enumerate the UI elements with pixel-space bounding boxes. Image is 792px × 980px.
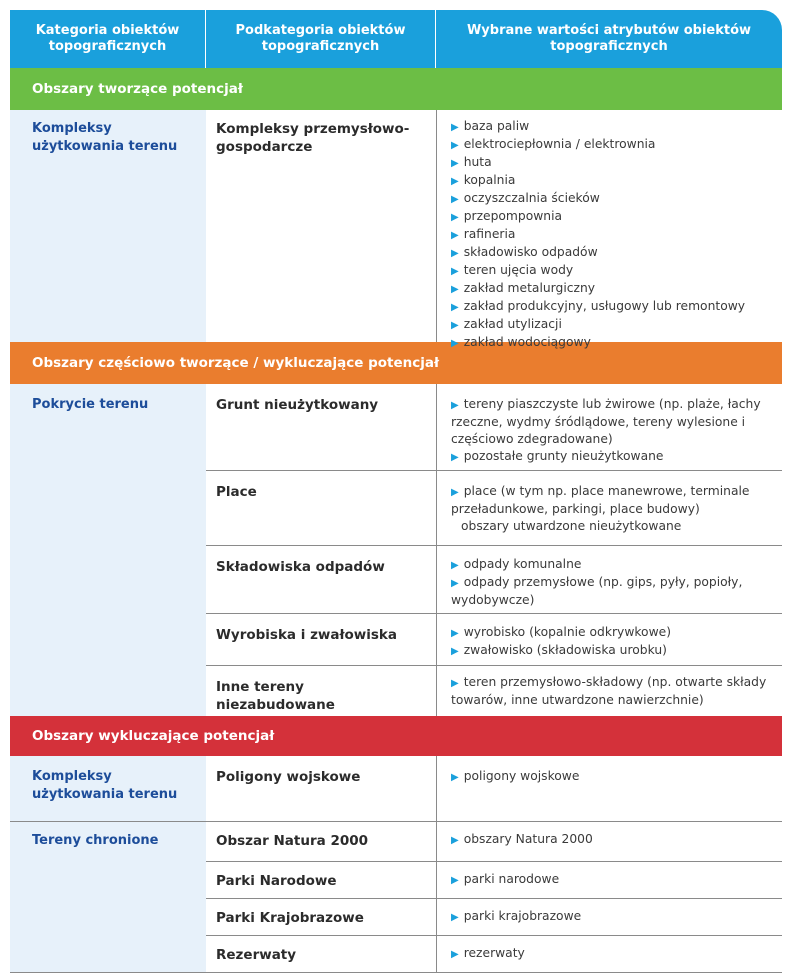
category-group xyxy=(10,822,782,972)
values-cell xyxy=(437,666,782,716)
bullet-arrow-icon: ▶ xyxy=(451,194,459,205)
list-item: ▶ składowisko odpadów xyxy=(451,245,598,259)
topographic-objects-table xyxy=(10,10,782,973)
table-row xyxy=(206,822,782,862)
list-item: ▶ parki krajobrazowe xyxy=(451,909,582,923)
bullet-arrow-icon: ▶ xyxy=(451,266,459,277)
header-attribute-values: Wybrane wartości atrybutów obiektów topograficznych xyxy=(466,23,752,54)
bullet-arrow-icon: ▶ xyxy=(451,400,459,411)
bullet-arrow-icon: ▶ xyxy=(451,875,459,886)
bullet-arrow-icon: ▶ xyxy=(451,452,459,463)
subcategory-cell: Obszar Natura 2000 xyxy=(206,822,437,861)
bullet-arrow-icon: ▶ xyxy=(451,122,459,133)
category-cell: Kompleksy użytkowania terenu xyxy=(32,121,178,154)
table-row xyxy=(206,899,782,936)
subcategory-cell: Parki Narodowe xyxy=(206,862,437,898)
list-item: ▶ odpady przemysłowe (np. gips, pyły, popioły, wydobywcze) xyxy=(451,575,743,607)
bullet-arrow-icon: ▶ xyxy=(451,284,459,295)
bullet-arrow-icon: ▶ xyxy=(451,678,459,689)
category-group xyxy=(10,384,782,716)
list-item: ▶ zakład metalurgiczny xyxy=(451,281,596,295)
table-row xyxy=(206,936,782,972)
table-row xyxy=(206,546,782,614)
list-item: ▶ rafineria xyxy=(451,227,516,241)
list-item: ▶ tereny piaszczyste lub żwirowe (np. plaże, łachy rzeczne, wydmy śródlądowe, tereny wylesione i częściowo zdegradowane) xyxy=(451,397,761,446)
bullet-arrow-icon: ▶ xyxy=(451,487,459,498)
values-cell xyxy=(437,384,782,470)
list-item: ▶ baza paliw xyxy=(451,119,530,133)
table-row xyxy=(206,471,782,546)
bullet-arrow-icon: ▶ xyxy=(451,912,459,923)
values-cell xyxy=(437,899,782,935)
header-category: Kategoria obiektów topograficznych xyxy=(10,10,206,68)
bullet-arrow-icon: ▶ xyxy=(451,338,459,349)
list-item: ▶ teren przemysłowo-składowy (np. otwarte składy towarów, inne utwardzone nawierzchnie) xyxy=(451,675,767,707)
section-band-partial: Obszary częściowo tworzące / wykluczające potencjał xyxy=(10,342,782,384)
bullet-arrow-icon: ▶ xyxy=(451,140,459,151)
list-item: ▶ zakład utylizacji xyxy=(451,317,562,331)
table-row xyxy=(206,862,782,899)
bullet-arrow-icon: ▶ xyxy=(451,560,459,571)
list-item: ▶ oczyszczalnia ścieków xyxy=(451,191,600,205)
header-subcategory: Podkategoria obiektów topograficznych xyxy=(206,10,436,68)
category-cell: Kompleksy użytkowania terenu xyxy=(32,769,178,802)
values-cell xyxy=(437,614,782,665)
bullet-arrow-icon: ▶ xyxy=(451,302,459,313)
bullet-arrow-icon: ▶ xyxy=(451,628,459,639)
bullet-arrow-icon: ▶ xyxy=(451,949,459,960)
table-row xyxy=(206,384,782,471)
bullet-arrow-icon: ▶ xyxy=(451,248,459,259)
table-bottom-border xyxy=(10,972,782,973)
subcategory-cell: Inne tereny niezabudowane xyxy=(206,666,437,716)
values-cell xyxy=(437,862,782,898)
bullet-arrow-icon: ▶ xyxy=(451,578,459,589)
subcategory-cell: Składowiska odpadów xyxy=(206,546,437,613)
table-row xyxy=(206,110,782,349)
section-band-creating: Obszary tworzące potencjał xyxy=(10,68,782,110)
values-cell xyxy=(437,546,782,613)
values-cell xyxy=(437,936,782,972)
values-cell xyxy=(437,471,782,545)
table-row xyxy=(206,666,782,716)
category-cell: Tereny chronione xyxy=(32,833,159,848)
bullet-arrow-icon: ▶ xyxy=(451,158,459,169)
list-item: ▶ przepompownia xyxy=(451,209,563,223)
table-row xyxy=(206,614,782,666)
list-item: obszary utwardzone nieużytkowane xyxy=(461,519,682,533)
values-cell xyxy=(437,822,782,861)
section-band-excluding: Obszary wykluczające potencjał xyxy=(10,716,782,756)
table-header xyxy=(10,10,782,68)
list-item: ▶ parki narodowe xyxy=(451,872,560,886)
subcategory-cell: Kompleksy przemysłowo-gospodarcze xyxy=(206,110,437,342)
values-cell xyxy=(437,756,782,821)
subcategory-cell: Parki Krajobrazowe xyxy=(206,899,437,935)
list-item: ▶ rezerwaty xyxy=(451,946,525,960)
category-cell: Pokrycie terenu xyxy=(32,397,149,412)
list-item: ▶ elektrociepłownia / elektrownia xyxy=(451,137,656,151)
subcategory-cell: Wyrobiska i zwałowiska xyxy=(206,614,437,665)
category-group xyxy=(10,756,782,821)
bullet-arrow-icon: ▶ xyxy=(451,212,459,223)
bullet-arrow-icon: ▶ xyxy=(451,230,459,241)
subcategory-cell: Grunt nieużytkowany xyxy=(206,384,437,470)
values-cell xyxy=(437,110,782,349)
subcategory-cell: Place xyxy=(206,471,437,545)
bullet-arrow-icon: ▶ xyxy=(451,646,459,657)
category-group xyxy=(10,110,782,349)
list-item: ▶ zakład wodociągowy xyxy=(451,335,591,349)
subcategory-cell: Poligony wojskowe xyxy=(206,756,437,821)
bullet-arrow-icon: ▶ xyxy=(451,320,459,331)
list-item: ▶ zakład produkcyjny, usługowy lub remontowy xyxy=(451,299,746,313)
list-item: ▶ huta xyxy=(451,155,492,169)
list-item: ▶ zwałowisko (składowiska urobku) xyxy=(451,643,667,657)
list-item: ▶ teren ujęcia wody xyxy=(451,263,574,277)
list-item: ▶ poligony wojskowe xyxy=(451,769,580,783)
list-item: ▶ place (w tym np. place manewrowe, terminale przeładunkowe, parkingi, place budowy) xyxy=(451,484,750,516)
table-row xyxy=(206,756,782,821)
list-item: ▶ odpady komunalne xyxy=(451,557,582,571)
bullet-arrow-icon: ▶ xyxy=(451,772,459,783)
list-item: ▶ kopalnia xyxy=(451,173,516,187)
list-item: ▶ wyrobisko (kopalnie odkrywkowe) xyxy=(451,625,672,639)
list-item: ▶ obszary Natura 2000 xyxy=(451,832,593,846)
bullet-arrow-icon: ▶ xyxy=(451,176,459,187)
list-item: ▶ pozostałe grunty nieużytkowane xyxy=(451,449,664,463)
subcategory-cell: Rezerwaty xyxy=(206,936,437,972)
bullet-arrow-icon: ▶ xyxy=(451,835,459,846)
